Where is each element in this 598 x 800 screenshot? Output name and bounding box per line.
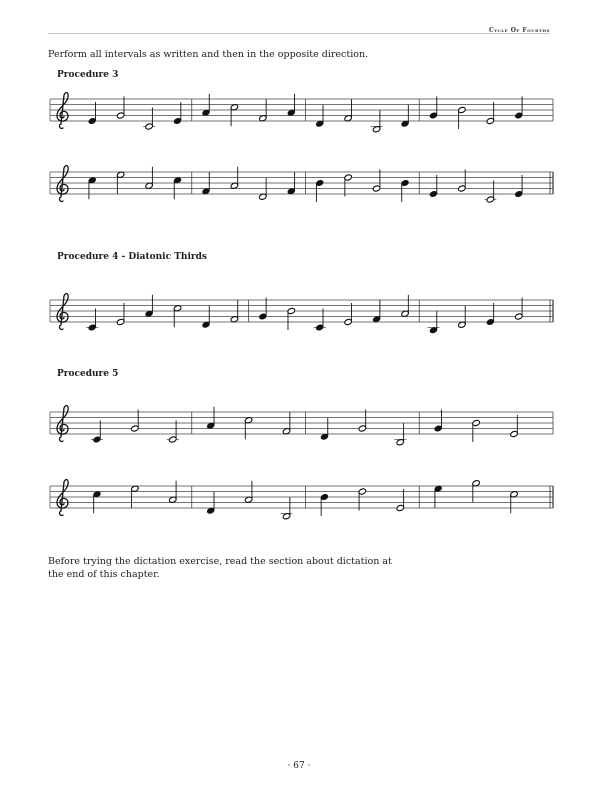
treble-clef-icon [57,480,68,516]
procedure-4-title: Procedure 4 - Diatonic Thirds [57,252,207,262]
treble-clef-icon [57,93,68,129]
treble-clef-icon [57,166,68,202]
running-head: Cycle Of Fourths [489,27,550,34]
procedure-3-title: Procedure 3 [57,70,119,80]
treble-clef-icon [57,406,68,442]
page-number: · 67 · [287,761,311,771]
closing-paragraph: Before trying the dictation exercise, read the section about dictation at the end of this chapter. [48,556,392,580]
procedure-5-title: Procedure 5 [57,369,119,379]
treble-clef-icon [57,294,68,330]
instructions-text: Perform all intervals as written and then in the opposite direction. [48,49,369,60]
